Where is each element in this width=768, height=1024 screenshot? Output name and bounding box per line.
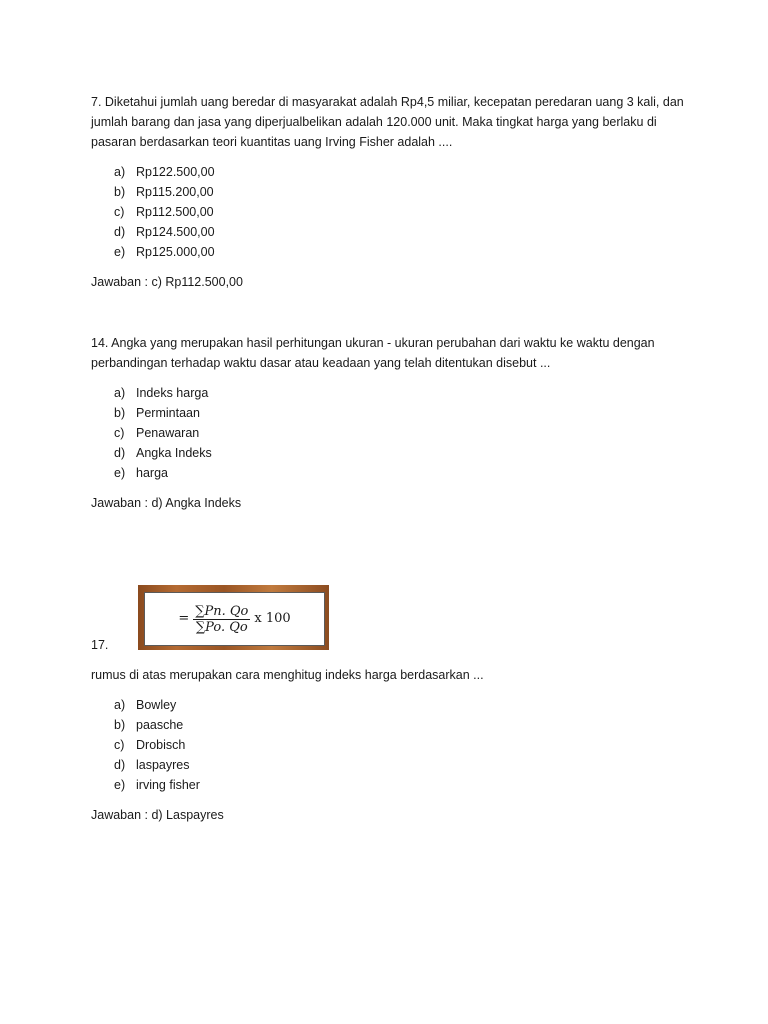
option-letter: d) [114,225,126,239]
option-item [114,423,212,443]
option-letter: e) [114,466,126,480]
formula-denominator: ∑Po. Qo [195,619,248,635]
option-item [114,202,215,222]
option-letter: e) [114,778,126,792]
option-text: irving fisher [136,778,200,792]
option-text: Bowley [136,698,177,712]
option-item [114,242,215,262]
question-17-answer: Jawaban : d) Laspayres [91,808,224,822]
option-item [114,695,200,715]
option-item [114,182,215,202]
question-17-number: 17. [91,638,109,652]
formula-equals: = [178,611,190,626]
option-letter: c) [114,205,125,219]
option-item [114,403,212,423]
question-7-answer: Jawaban : c) Rp112.500,00 [91,275,243,289]
option-letter: c) [114,426,125,440]
option-item [114,383,212,403]
option-letter: b) [114,185,126,199]
option-text: paasche [136,718,184,732]
option-text: Rp122.500,00 [136,165,215,179]
option-text: Indeks harga [136,386,209,400]
formula-fraction [193,604,250,635]
option-letter: c) [114,738,125,752]
formula-multiplier: x 100 [254,611,291,626]
option-text: Penawaran [136,426,200,440]
option-item [114,715,200,735]
option-text: Angka Indeks [136,446,212,460]
option-item [114,162,215,182]
option-text: Rp124.500,00 [136,225,215,239]
option-letter: d) [114,758,126,772]
option-letter: b) [114,406,126,420]
question-17-options [114,695,200,795]
option-letter: b) [114,718,126,732]
option-item [114,443,212,463]
option-text: Rp125.000,00 [136,245,215,259]
option-text: Rp115.200,00 [136,185,214,199]
option-letter: a) [114,386,126,400]
question-17-text: rumus di atas merupakan cara menghitug indeks harga berdasarkan ... [91,668,484,682]
option-item [114,755,200,775]
option-text: harga [136,466,168,480]
option-text: Drobisch [136,738,186,752]
question-14-answer: Jawaban : d) Angka Indeks [91,496,242,510]
question-14-text: 14. Angka yang merupakan hasil perhitungan ukuran - ukuran perubahan dari waktu ke waktu dengan perbandingan terhadap waktu dasar atau keadaan yang telah ditentukan disebut ... [91,336,655,370]
option-letter: e) [114,245,126,259]
option-letter: d) [114,446,126,460]
option-item [114,775,200,795]
option-text: Permintaan [136,406,200,420]
formula-numerator: ∑Pn. Qo [195,603,249,619]
option-item [114,463,212,483]
option-text: laspayres [136,758,190,772]
option-item [114,222,215,242]
option-text: Rp112.500,00 [136,205,214,219]
question-14-options [114,383,212,483]
question-7-options [114,162,215,262]
question-7-text: 7. Diketahui jumlah uang beredar di masyarakat adalah Rp4,5 miliar, kecepatan peredaran uang 3 kali, dan jumlah barang dan jasa yang diperjualbelikan adalah 120.000 unit. Maka tingkat harga yang berlaku di pasaran berdasarkan teori kuantitas uang Irving Fisher adalah .... [91,95,684,149]
option-letter: a) [114,698,126,712]
option-item [114,735,200,755]
option-letter: a) [114,165,126,179]
